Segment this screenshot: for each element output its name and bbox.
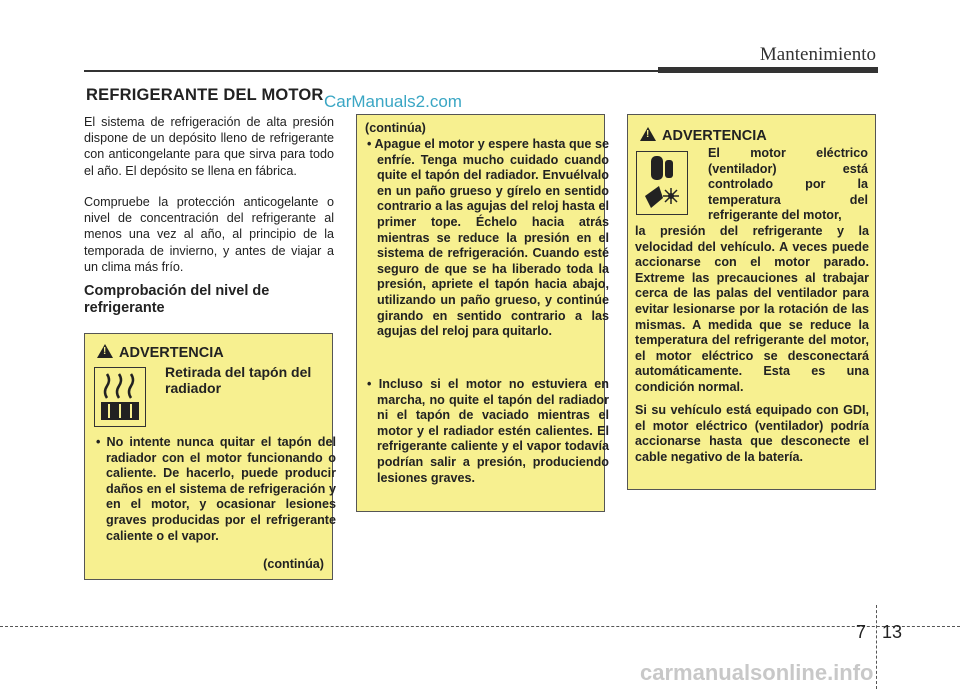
warning-lead: El motor eléctrico (ventilador) está controlado por la temperatura del refrigerante del motor, [708,146,868,223]
warning-box-radiator [84,333,336,580]
warning-heading: !ADVERTENCIA [97,344,224,361]
warning-subtitle: Retirada del tapón del radiador [165,364,312,396]
header-rule [84,70,658,72]
warning-text-1: la presión del refrigerante y la velocidad del vehículo. A veces puede accionarse con el motor parado. Extreme las precauciones al trabajar cerca de las palas del ventilador para evitar lesionarse por la rotación de las mismas. A medida que se reduce la temperatura del refrigerante del motor, el motor eléctrico se desconectará automáticamente. Esta es una condición normal. [635,224,869,394]
footer-divider [876,605,877,689]
hot-radiator-icon [94,367,146,427]
page-number: 13 [882,622,903,642]
warning-triangle-icon [640,127,656,141]
warning-bullet-1: • Apague el motor y espere hasta que se enfríe. Tenga mucho cuidado cuando quite el tapón del radiador. Envuélvalo en un paño grueso y gírelo en sentido contrario a las agujas del reloj hasta el primer tope. Échelo hacia atrás mientras se reduce la presión en el sistema de refrigeración. Cuando esté seguro de que se ha liberado toda la presión, apriete el tapón hacia abajo, utilizando un paño grueso, y continúe girando en sentido contrario a las agujas del reloj para quitarlo. [367,137,609,339]
warning-bullet-2: • Incluso si el motor no estuviera en marcha, no quite el tapón del radiador ni el tapón de vaciado mientras el motor y el radiador estén calientes. El refrigerante caliente y el vapor todavía podrían salir a presión, produciendo lesiones graves. [367,377,609,485]
warning-box-continued [356,114,609,512]
warning-box-fan [627,114,876,490]
warning-heading: !ADVERTENCIA [640,127,767,144]
fan-hand-icon [636,151,688,215]
site-watermark: carmanualsonline.info [640,660,874,685]
intro-paragraph-1: El sistema de refrigeración de alta presión dispone de un depósito lleno de refrigerante con anticongelante para que sirva para todo el año. El depósito se llena en fábrica. [84,115,334,178]
intro-paragraph-2: Compruebe la protección anticogelante o nivel de concentración del refrigerante al menos una vez al año, al principio de la temporada de invierno, y antes de viajar a un clima más frío. [84,195,334,274]
header-bar [658,67,878,73]
continued-label: (continúa) [365,121,426,135]
warning-triangle-icon [97,344,113,358]
footer-rule [0,626,960,627]
warning-bullet: • No intente nunca quitar el tapón del radiador con el motor funcionando o caliente. De hacerlo, puede producir daños en el sistema de refrigeración y en el motor, y ocasionar lesiones graves producidas por el refrigerante caliente o el vapor. [96,435,336,543]
chapter-number: 7 [856,622,867,642]
continued-note: (continúa) [263,557,324,571]
section-title: REFRIGERANTE DEL MOTOR [86,86,324,104]
running-header: Mantenimiento [759,44,876,65]
warning-text-2: Si su vehículo está equipado con GDI, el motor eléctrico (ventilador) podría accionarse hasta que desconecte el cable negativo de la batería. [635,403,869,464]
subheading: Comprobación del nivel de refrigerante [84,283,270,316]
watermark: CarManuals2.com [324,92,462,111]
